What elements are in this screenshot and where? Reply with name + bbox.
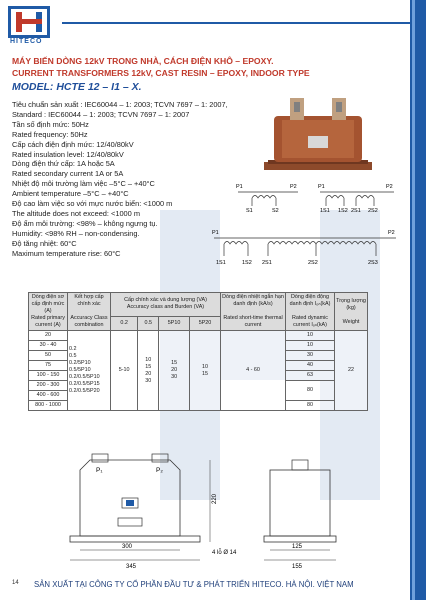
header-en: Rated short-time thermal current — [223, 315, 283, 328]
table-header-row — [29, 293, 368, 317]
dynamic-cell: 10 — [286, 341, 335, 351]
col-thermal — [221, 293, 286, 331]
primary-cell: 30 - 40 — [29, 341, 68, 351]
schema-label: S2 — [272, 208, 279, 214]
primary-cell: 400 - 600 — [29, 391, 68, 401]
schema-label: P2 — [386, 184, 393, 190]
drawing-p2: P₂ — [156, 467, 163, 474]
header-en: Rated primary current (A) — [31, 315, 65, 328]
col-combo — [68, 293, 111, 331]
spec-line: Nhiệt độ môi trường làm việc –5°C – +40°C — [12, 179, 155, 189]
spec-line: Cấp cách điện định mức: 12/40/80kV — [12, 139, 134, 149]
header-en: Rated dynamic current Iₒₙ(kA) — [292, 315, 328, 328]
schema-label: 1S1 — [320, 208, 330, 214]
schema-label: 1S2 — [338, 208, 348, 214]
table-row — [29, 331, 368, 341]
col-dynamic — [286, 293, 335, 331]
dim-345: 345 — [126, 564, 137, 570]
schema-label: P2 — [290, 184, 297, 190]
combo-item: 0.5/5P10 — [69, 367, 91, 373]
header-vi: Trọng lượng (kg) — [336, 297, 366, 311]
dim-300: 300 — [122, 544, 133, 550]
page-number: 14 — [12, 580, 19, 586]
header-vi: Dòng điện động danh định Iₒₙ(kA) — [289, 294, 331, 307]
spec-list — [12, 100, 228, 259]
title-vietnamese: MÁY BIẾN DÒNG 12kV TRONG NHÀ, CÁCH ĐIỆN KHÔ – EPOXY. — [12, 56, 274, 66]
spec-line: Rated frequency: 50Hz — [12, 129, 88, 139]
combo-item: 0.2/0.5/5P10 — [69, 374, 100, 380]
combo-item: 0.2/0.5/5P20 — [69, 388, 100, 394]
primary-cell: 75 — [29, 361, 68, 371]
combo-item: 0.2/0.5/5P15 — [69, 381, 100, 387]
spec-line: Tần số định mức: 50Hz — [12, 119, 89, 129]
drawing-p1: P₁ — [96, 467, 103, 474]
side-strip — [412, 0, 415, 600]
combo-item: 0.2 — [69, 346, 77, 352]
schema-label: 2S2 — [308, 260, 318, 266]
class-0-5: 0.5 — [138, 316, 159, 330]
class-5p10: 5P10 — [159, 316, 190, 330]
col-weight — [335, 293, 368, 331]
header — [0, 0, 410, 52]
spec-line: Ambient temperature –5°C – +40°C — [12, 189, 129, 199]
header-vi: Dòng điện nhiệt ngắn hạn danh định (kA/s) — [222, 294, 284, 307]
side-bar — [410, 0, 426, 600]
spec-line: The altitude does not exceed: <1000 m — [12, 208, 140, 218]
dim-height: 220 — [212, 493, 218, 504]
schema-label: 2S1 — [351, 208, 361, 214]
title-english: CURRENT TRANSFORMERS 12kV, CAST RESIN – EPOXY, INDOOR TYPE — [12, 68, 310, 78]
dim-125: 125 — [292, 544, 303, 550]
schema-label: P1 — [212, 230, 219, 236]
dynamic-cell: 80 — [286, 381, 335, 401]
primary-cell: 100 - 150 — [29, 371, 68, 381]
schema-label: P1 — [318, 184, 325, 190]
schema-label: 2S3 — [368, 260, 378, 266]
combo-cell — [68, 331, 111, 411]
schema-label: 1S1 — [216, 260, 226, 266]
value-5p20: 10 15 — [190, 331, 221, 411]
header-vi: Dòng điện sơ cấp định mức (A) — [31, 294, 65, 314]
dynamic-cell: 30 — [286, 351, 335, 361]
dim-155: 155 — [292, 564, 303, 570]
spec-line: Humidity: <98% RH – non-condensing. — [12, 228, 140, 238]
spec-line: Rated insulation level: 12/40/80kV — [12, 149, 124, 159]
header-en: Weight — [342, 318, 360, 325]
wiring-schema — [208, 178, 408, 278]
weight-cell: 22 — [335, 331, 368, 411]
hiteco-logo — [8, 6, 50, 38]
primary-cell: 20 — [29, 331, 68, 341]
dimension-drawings — [30, 450, 380, 570]
combo-item: 0.2/5P10 — [69, 360, 91, 366]
header-en: Accuracy Class combination — [70, 315, 108, 328]
col-primary — [29, 293, 68, 331]
schema-label: P2 — [388, 230, 395, 236]
schema-label: 2S1 — [262, 260, 272, 266]
dynamic-cell: 80 — [286, 401, 335, 411]
schema-label: 2S2 — [368, 208, 378, 214]
spec-line: Tiêu chuẩn sản xuất : IEC60044 – 1: 2003; TCVN 7697 – 1: 2007, — [12, 100, 228, 109]
spec-line: Rated secondary current 1A or 5A — [12, 169, 124, 179]
spec-line: Độ ẩm môi trường: <98% – không ngưng tụ. — [12, 218, 158, 228]
header-vi: Cấp chính xác và dung lượng (VA) — [124, 297, 207, 304]
brand-name: HITECO — [10, 38, 43, 45]
header-line — [62, 22, 410, 24]
col-accuracy — [111, 293, 221, 317]
dynamic-cell: 63 — [286, 371, 335, 381]
dynamic-cell: 10 — [286, 331, 335, 341]
spec-table — [28, 292, 368, 411]
product-photo — [264, 96, 372, 174]
class-5p20: 5P20 — [190, 316, 221, 330]
spec-line: Độ tăng nhiệt: 60°C — [12, 238, 77, 248]
footer-text: SẢN XUẤT TẠI CÔNG TY CỔ PHẦN ĐẦU TƯ & PHÁT TRIỂN HITECO. HÀ NỘI. VIỆT NAM — [34, 580, 354, 589]
header-en: Accuracy class and Burden (VA) — [126, 304, 205, 311]
schema-label: P1 — [236, 184, 243, 190]
model-label: MODEL: HCTE 12 – I1 – X. — [12, 81, 142, 93]
schema-label: 1S2 — [242, 260, 252, 266]
primary-cell: 800 - 1000 — [29, 401, 68, 411]
dynamic-cell: 40 — [286, 361, 335, 371]
value-0-2: 5-10 — [111, 331, 138, 411]
schema-label: S1 — [246, 208, 253, 214]
dim-hole: 4 lỗ Ø 14 — [212, 550, 237, 556]
spec-line: Độ cao làm việc so với mực nước biển: <1000 m — [12, 199, 173, 209]
spec-line: Dòng điện thứ cấp: 1A hoặc 5A — [12, 159, 115, 169]
value-0-5: 10 15 20 30 — [138, 331, 159, 411]
primary-cell: 50 — [29, 351, 68, 361]
combo-item: 0.5 — [69, 353, 77, 359]
thermal-cell: 4 - 60 — [221, 331, 286, 411]
class-0-2: 0.2 — [111, 316, 138, 330]
primary-cell: 200 - 300 — [29, 381, 68, 391]
spec-line: Maximum temperature rise: 60°C — [12, 248, 121, 258]
spec-line: Standard : IEC60044 – 1: 2003; TCVN 7697 – 1: 2007 — [12, 109, 190, 119]
value-5p10: 15 20 30 — [159, 331, 190, 411]
header-vi: Kết hợp cấp chính xác — [74, 294, 104, 307]
